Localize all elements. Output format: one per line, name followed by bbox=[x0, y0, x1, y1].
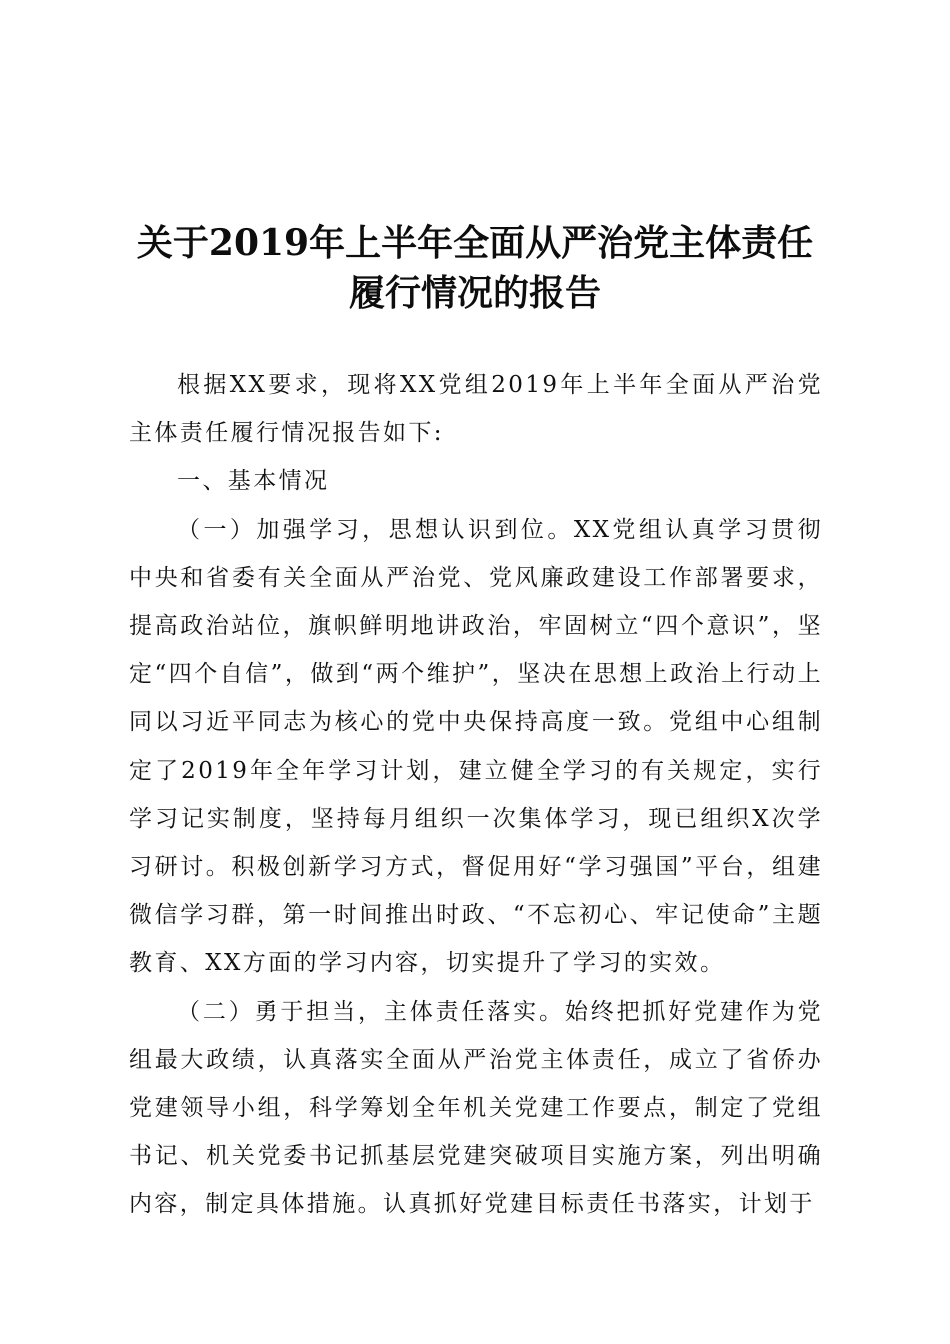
paragraph-study: （一）加强学习，思想认识到位。XX党组认真学习贯彻中央和省委有关全面从严治党、党风廉政建设工作部署要求，提高政治站位，旗帜鲜明地讲政治，牢固树立“四个意识”，坚定“四个自信”，做到“两个维护”，坚决在思想上政治上行动上同以习近平同志为核心的党中央保持高度一致。党组中心组制定了2019年全年学习计划，建立健全学习的有关规定，实行学习记实制度，坚持每月组织一次集体学习，现已组织X次学习研讨。积极创新学习方式，督促用好“学习强国”平台，组建微信学习群，第一时间推出时政、“不忘初心、牢记使命”主题教育、XX方面的学习内容，切实提升了学习的实效。 bbox=[129, 516, 823, 977]
document-title bbox=[0, 218, 950, 318]
title-line-1: 关于2019年上半年全面从严治党主体责任 bbox=[136, 222, 814, 264]
section-heading-basic-situation: 一、基本情况 bbox=[177, 468, 330, 495]
intro-paragraph: 根据XX要求，现将XX党组2019年上半年全面从严治党主体责任履行情况报告如下: bbox=[129, 372, 823, 447]
document-body bbox=[129, 361, 823, 1229]
paragraph-responsibility: （二）勇于担当，主体责任落实。始终把抓好党建作为党组最大政绩，认真落实全面从严治党主体责任，成立了省侨办党建领导小组，科学筹划全年机关党建工作要点，制定了党组书记、机关党委书记抓基层党建突破项目实施方案，列出明确内容，制定具体措施。认真抓好党建目标责任书落实，计划于 bbox=[129, 998, 823, 1218]
title-line-2: 履行情况的报告 bbox=[348, 272, 601, 314]
